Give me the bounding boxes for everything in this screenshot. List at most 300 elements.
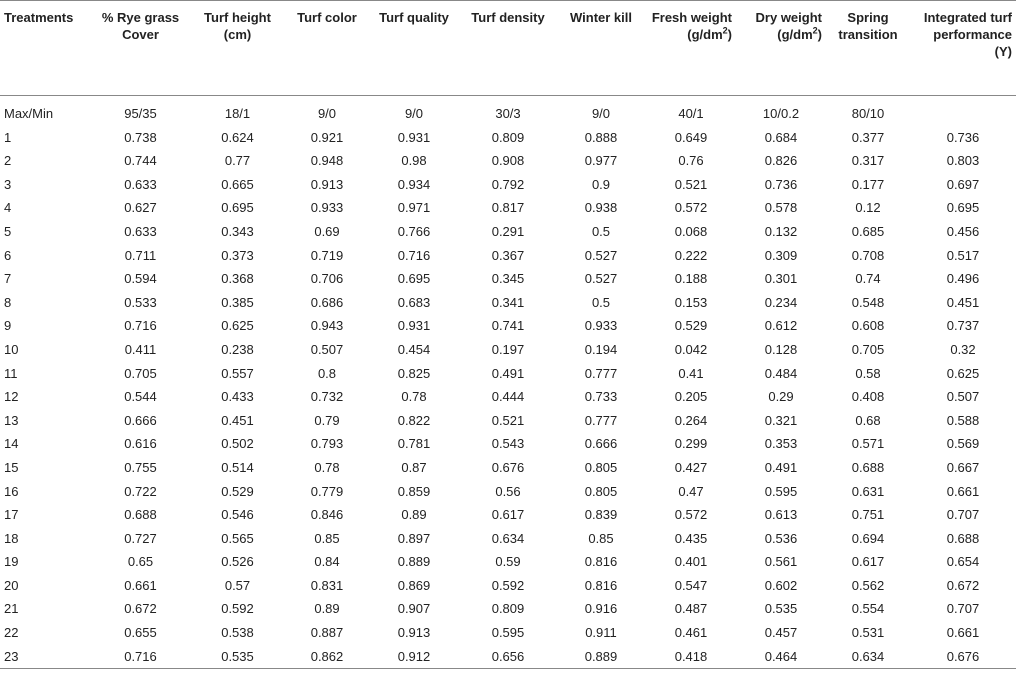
value-cell: 0.385 — [221, 294, 254, 310]
value-cell: 0.634 — [491, 530, 525, 546]
value-cell: 0.353 — [764, 436, 798, 452]
value-cell: 0.456 — [946, 223, 980, 239]
table-row — [0, 503, 1016, 527]
value-cell: 0.84 — [314, 554, 340, 570]
value-cell: 0.507 — [946, 389, 980, 405]
column-header — [92, 1, 189, 96]
value-cell: 0.792 — [491, 176, 525, 192]
treatment-cell: 3 — [4, 176, 12, 192]
max-min-row — [0, 96, 1016, 126]
value-cell: 0.427 — [674, 459, 708, 475]
value-cell: 0.737 — [946, 318, 980, 334]
value-cell: 0.888 — [584, 129, 618, 145]
value-cell: 80/10 — [851, 106, 885, 121]
column-header-text: % Rye grass Cover — [101, 10, 180, 42]
value-cell: 0.132 — [764, 223, 798, 239]
value-cell: 0.908 — [491, 153, 525, 169]
value-cell: 0.736 — [764, 176, 798, 192]
column-header — [910, 1, 1016, 96]
value-cell: 0.544 — [124, 389, 157, 405]
column-header-text: Turf quality — [379, 10, 449, 25]
column-header — [286, 1, 368, 96]
value-cell: 0.529 — [674, 318, 708, 334]
value-cell: 0.938 — [584, 200, 618, 216]
value-cell: 0.433 — [221, 389, 254, 405]
table-row — [0, 574, 1016, 598]
treatment-cell: 1 — [4, 129, 12, 145]
column-header-text: Winter kill — [569, 10, 632, 25]
value-cell: 0.546 — [221, 507, 254, 523]
value-cell: 95/35 — [124, 106, 157, 121]
treatment-cell: 18 — [4, 530, 19, 546]
value-cell: 0.971 — [397, 200, 431, 216]
value-cell: 0.205 — [674, 389, 708, 405]
value-cell: 0.697 — [946, 176, 980, 192]
value-cell: 0.736 — [946, 129, 980, 145]
value-cell: 0.594 — [124, 271, 157, 287]
value-cell: 0.911 — [585, 625, 617, 641]
table-row — [0, 338, 1016, 362]
value-cell: 10/0.2 — [762, 106, 800, 121]
treatment-cell: 16 — [4, 483, 19, 499]
treatment-cell: Max/Min — [4, 106, 54, 121]
value-cell: 0.705 — [124, 365, 157, 381]
value-cell: 0.543 — [491, 436, 525, 452]
value-cell: 0.373 — [221, 247, 254, 263]
column-header — [368, 1, 460, 96]
value-cell: 0.624 — [221, 129, 254, 145]
value-cell: 0.291 — [491, 223, 525, 239]
value-cell: 0.625 — [221, 318, 254, 334]
value-cell: 0.921 — [310, 129, 344, 145]
value-cell: 0.889 — [397, 554, 431, 570]
value-cell: 0.77 — [224, 153, 251, 169]
value-cell: 0.654 — [946, 554, 980, 570]
value-cell: 0.78 — [401, 389, 427, 405]
value-cell: 0.934 — [397, 176, 431, 192]
value-cell: 0.57 — [224, 577, 251, 593]
value-cell: 0.711 — [124, 247, 157, 263]
value-cell: 0.688 — [946, 530, 980, 546]
value-cell: 0.238 — [221, 341, 254, 357]
value-cell: 0.538 — [221, 625, 254, 641]
treatment-cell: 23 — [0, 645, 92, 669]
treatment-cell: 22 — [4, 625, 19, 641]
value-cell: 0.661 — [124, 577, 157, 593]
value-cell: 0.572 — [674, 507, 708, 523]
treatment-cell: 21 — [4, 601, 19, 617]
value-cell: 0.408 — [851, 389, 885, 405]
value-cell: 0.368 — [221, 271, 254, 287]
value-cell: 0.656 — [460, 645, 556, 669]
value-cell: 0.766 — [397, 223, 431, 239]
value-cell: 0.633 — [124, 176, 157, 192]
value-cell: 0.826 — [764, 153, 798, 169]
value-cell: 0.779 — [310, 483, 344, 499]
treatment-cell: 6 — [4, 247, 12, 263]
value-cell: 0.846 — [310, 507, 344, 523]
value-cell: 0.85 — [588, 530, 614, 546]
value-cell: 0.435 — [674, 530, 708, 546]
treatment-cell: 5 — [4, 223, 12, 239]
value-cell: 0.862 — [286, 645, 368, 669]
value-cell: 0.595 — [764, 483, 798, 499]
column-header-suffix: ) — [727, 27, 732, 42]
value-cell: 0.74 — [855, 271, 881, 287]
value-cell: 0.595 — [491, 625, 525, 641]
value-cell: 0.531 — [851, 625, 885, 641]
value-cell: 0.727 — [124, 530, 157, 546]
value-cell: 0.317 — [851, 153, 885, 169]
value-cell: 40/1 — [678, 106, 704, 121]
table-row — [0, 432, 1016, 456]
value-cell: 0.197 — [491, 341, 525, 357]
value-cell: 0.461 — [674, 625, 708, 641]
column-header-text: Turf color — [297, 10, 357, 25]
value-cell: 0.633 — [124, 223, 157, 239]
value-cell: 0.548 — [851, 294, 885, 310]
table-row — [0, 456, 1016, 480]
table-row — [0, 314, 1016, 338]
value-cell: 0.907 — [397, 601, 431, 617]
value-cell: 0.913 — [397, 625, 431, 641]
table-row — [0, 173, 1016, 197]
value-cell: 0.805 — [584, 483, 618, 499]
table-row — [0, 480, 1016, 504]
value-cell: 0.933 — [584, 318, 618, 334]
value-cell: 0.667 — [946, 459, 980, 475]
value-cell: 0.47 — [678, 483, 704, 499]
value-cell: 0.665 — [221, 176, 254, 192]
value-cell: 0.8 — [317, 365, 337, 381]
value-cell: 0.612 — [764, 318, 798, 334]
value-cell: 0.977 — [584, 153, 618, 169]
value-cell: 0.32 — [950, 341, 976, 357]
value-cell: 0.751 — [851, 507, 885, 523]
table-row — [0, 645, 1016, 669]
value-cell: 0.744 — [124, 153, 157, 169]
value-cell: 0.491 — [764, 459, 798, 475]
treatment-cell: 14 — [4, 436, 19, 452]
column-header — [826, 1, 910, 96]
value-cell: 0.694 — [851, 530, 885, 546]
value-cell: 0.741 — [491, 318, 525, 334]
value-cell: 0.521 — [674, 176, 708, 192]
value-cell: 0.299 — [674, 436, 708, 452]
value-cell: 0.666 — [584, 436, 618, 452]
value-cell: 0.068 — [674, 223, 708, 239]
value-cell: 0.722 — [124, 483, 157, 499]
value-cell: 0.98 — [401, 153, 427, 169]
value-cell: 0.602 — [764, 577, 798, 593]
table-row — [0, 550, 1016, 574]
value-cell: 0.707 — [946, 507, 980, 523]
value-cell: 0.676 — [910, 645, 1016, 669]
value-cell: 0.521 — [491, 412, 525, 428]
value-cell: 0.809 — [491, 129, 525, 145]
treatment-cell: 7 — [4, 271, 12, 287]
value-cell: 0.533 — [124, 294, 157, 310]
treatment-cell: 19 — [4, 554, 19, 570]
value-cell: 0.451 — [946, 294, 980, 310]
column-header-text: Turf height (cm) — [204, 10, 271, 42]
treatment-cell: 9 — [4, 318, 12, 334]
value-cell: 0.666 — [124, 412, 157, 428]
value-cell: 0.79 — [314, 412, 340, 428]
value-cell: 0.572 — [674, 200, 708, 216]
value-cell: 0.56 — [495, 483, 521, 499]
value-cell: 0.565 — [221, 530, 254, 546]
value-cell: 0.85 — [314, 530, 340, 546]
value-cell: 0.554 — [851, 601, 885, 617]
value-cell: 0.444 — [491, 389, 525, 405]
table-row — [0, 149, 1016, 173]
value-cell: 0.688 — [851, 459, 885, 475]
value-cell: 0.631 — [851, 483, 885, 499]
value-cell: 0.889 — [556, 645, 646, 669]
value-cell — [910, 96, 1016, 126]
table-row — [0, 196, 1016, 220]
value-cell: 0.89 — [401, 507, 427, 523]
value-cell: 0.9 — [591, 176, 611, 192]
column-header-text: Integrated turf performance (Y) — [923, 10, 1012, 59]
value-cell: 0.562 — [851, 577, 885, 593]
value-cell: 0.343 — [221, 223, 254, 239]
value-cell: 9/0 — [404, 106, 424, 121]
value-cell: 0.5 — [591, 294, 611, 310]
value-cell: 0.705 — [851, 341, 885, 357]
value-cell: 9/0 — [317, 106, 337, 121]
treatment-cell: 11 — [4, 365, 18, 381]
value-cell: 9/0 — [591, 106, 611, 121]
value-cell: 0.616 — [124, 436, 157, 452]
value-cell: 0.738 — [124, 129, 157, 145]
value-cell: 0.617 — [851, 554, 885, 570]
value-cell: 0.557 — [221, 365, 254, 381]
value-cell: 0.708 — [851, 247, 885, 263]
table-row — [0, 527, 1016, 551]
value-cell: 0.411 — [124, 341, 157, 357]
value-cell: 0.526 — [221, 554, 254, 570]
value-cell: 0.869 — [397, 577, 431, 593]
treatment-cell: 4 — [4, 200, 12, 216]
value-cell: 0.931 — [397, 129, 431, 145]
value-cell: 0.627 — [124, 200, 157, 216]
value-cell: 0.177 — [851, 176, 885, 192]
value-cell: 0.809 — [491, 601, 525, 617]
value-cell: 0.777 — [584, 365, 618, 381]
value-cell: 0.683 — [397, 294, 431, 310]
value-cell: 0.484 — [764, 365, 798, 381]
value-cell: 0.608 — [851, 318, 885, 334]
value-cell: 0.264 — [674, 412, 708, 428]
value-cell: 0.41 — [678, 365, 704, 381]
value-cell: 0.128 — [764, 341, 798, 357]
value-cell: 0.517 — [946, 247, 980, 263]
value-cell: 0.943 — [310, 318, 344, 334]
table-row — [0, 244, 1016, 268]
value-cell: 0.451 — [221, 412, 254, 428]
table-row — [0, 385, 1016, 409]
column-header-text: Spring transition — [838, 10, 898, 42]
column-header-suffix: ) — [817, 27, 822, 42]
column-header — [0, 1, 92, 96]
table-row — [0, 291, 1016, 315]
value-cell: 0.816 — [584, 554, 618, 570]
value-cell: 0.194 — [584, 341, 618, 357]
value-cell: 0.655 — [124, 625, 157, 641]
value-cell: 0.695 — [946, 200, 980, 216]
value-cell: 0.897 — [397, 530, 431, 546]
value-cell: 0.89 — [314, 601, 340, 617]
table-header — [0, 1, 1016, 96]
table-row — [0, 126, 1016, 150]
value-cell: 0.78 — [314, 459, 340, 475]
value-cell: 0.496 — [946, 271, 980, 287]
table-row — [0, 267, 1016, 291]
value-cell: 0.592 — [221, 601, 254, 617]
value-cell: 0.529 — [221, 483, 254, 499]
column-header — [460, 1, 556, 96]
value-cell: 0.309 — [764, 247, 798, 263]
value-cell: 0.321 — [764, 412, 798, 428]
value-cell: 0.684 — [764, 129, 798, 145]
column-header — [556, 1, 646, 96]
treatment-cell: 20 — [4, 577, 19, 593]
value-cell: 0.527 — [584, 271, 618, 287]
table-row — [0, 362, 1016, 386]
value-cell: 0.514 — [221, 459, 254, 475]
value-cell: 0.377 — [851, 129, 885, 145]
value-cell: 0.661 — [946, 625, 980, 641]
value-cell: 0.153 — [674, 294, 708, 310]
header-row — [0, 1, 1016, 96]
column-header-text: Treatments — [4, 10, 74, 25]
value-cell: 0.59 — [495, 554, 521, 570]
value-cell: 0.916 — [584, 601, 618, 617]
value-cell: 0.613 — [764, 507, 798, 523]
column-header-superscript: 2 — [722, 25, 728, 36]
column-header — [189, 1, 286, 96]
value-cell: 0.29 — [768, 389, 794, 405]
value-cell: 0.803 — [946, 153, 980, 169]
value-cell: 0.912 — [368, 645, 460, 669]
column-header — [646, 1, 736, 96]
value-cell: 0.487 — [674, 601, 708, 617]
value-cell: 0.661 — [946, 483, 980, 499]
value-cell: 0.569 — [946, 436, 980, 452]
value-cell: 0.793 — [310, 436, 344, 452]
column-header-text: Dry weight (g/dm — [755, 10, 822, 42]
treatment-cell: 15 — [4, 459, 19, 475]
value-cell: 0.535 — [189, 645, 286, 669]
value-cell: 0.58 — [855, 365, 881, 381]
value-cell: 0.592 — [491, 577, 525, 593]
value-cell: 0.536 — [764, 530, 798, 546]
value-cell: 0.634 — [826, 645, 910, 669]
value-cell: 0.502 — [221, 436, 254, 452]
value-cell: 0.454 — [397, 341, 431, 357]
table-row — [0, 220, 1016, 244]
value-cell: 0.464 — [736, 645, 826, 669]
treatment-cell: 8 — [4, 294, 12, 310]
value-cell: 0.188 — [674, 271, 708, 287]
treatment-cell: 13 — [4, 412, 19, 428]
table-body — [0, 96, 1016, 669]
value-cell: 0.625 — [946, 365, 980, 381]
table-row — [0, 409, 1016, 433]
value-cell: 0.931 — [397, 318, 431, 334]
table-row — [0, 597, 1016, 621]
value-cell: 0.491 — [491, 365, 525, 381]
value-cell: 0.695 — [397, 271, 431, 287]
value-cell: 0.547 — [674, 577, 708, 593]
value-cell: 0.706 — [310, 271, 344, 287]
treatment-cell: 2 — [4, 153, 12, 169]
treatment-cell: 10 — [4, 341, 19, 357]
value-cell: 0.457 — [764, 625, 798, 641]
value-cell: 0.418 — [646, 645, 736, 669]
value-cell: 0.234 — [764, 294, 798, 310]
value-cell: 0.859 — [397, 483, 431, 499]
value-cell: 0.571 — [851, 436, 885, 452]
table-row — [0, 621, 1016, 645]
value-cell: 0.831 — [310, 577, 344, 593]
value-cell: 0.401 — [674, 554, 708, 570]
value-cell: 0.817 — [491, 200, 525, 216]
value-cell: 0.68 — [855, 412, 881, 428]
value-cell: 0.527 — [584, 247, 618, 263]
column-header-text: Turf density — [471, 10, 545, 25]
value-cell: 0.839 — [584, 507, 618, 523]
treatment-cell: 12 — [4, 389, 19, 405]
value-cell: 0.685 — [851, 223, 885, 239]
value-cell: 0.777 — [584, 412, 618, 428]
value-cell: 0.825 — [397, 365, 431, 381]
value-cell: 0.781 — [397, 436, 431, 452]
value-cell: 0.649 — [674, 129, 708, 145]
value-cell: 0.345 — [491, 271, 525, 287]
value-cell: 0.816 — [584, 577, 618, 593]
value-cell: 0.222 — [674, 247, 708, 263]
value-cell: 0.688 — [124, 507, 157, 523]
value-cell: 0.5 — [591, 223, 611, 239]
value-cell: 0.733 — [584, 389, 618, 405]
value-cell: 0.617 — [491, 507, 525, 523]
value-cell: 0.948 — [310, 153, 344, 169]
value-cell: 0.87 — [401, 459, 427, 475]
value-cell: 0.716 — [124, 318, 157, 334]
value-cell: 0.805 — [584, 459, 618, 475]
value-cell: 0.672 — [124, 601, 157, 617]
value-cell: 0.707 — [946, 601, 980, 617]
value-cell: 0.12 — [855, 200, 881, 216]
value-cell: 0.719 — [310, 247, 344, 263]
value-cell: 0.676 — [491, 459, 525, 475]
value-cell: 0.887 — [310, 625, 344, 641]
value-cell: 30/3 — [495, 106, 521, 121]
value-cell: 0.301 — [764, 271, 798, 287]
value-cell: 0.76 — [678, 153, 704, 169]
value-cell: 0.65 — [127, 554, 154, 570]
value-cell: 18/1 — [224, 106, 251, 121]
value-cell: 0.695 — [221, 200, 254, 216]
value-cell: 0.913 — [310, 176, 344, 192]
value-cell: 0.535 — [764, 601, 798, 617]
value-cell: 0.933 — [310, 200, 344, 216]
value-cell: 0.341 — [491, 294, 525, 310]
value-cell: 0.822 — [397, 412, 431, 428]
